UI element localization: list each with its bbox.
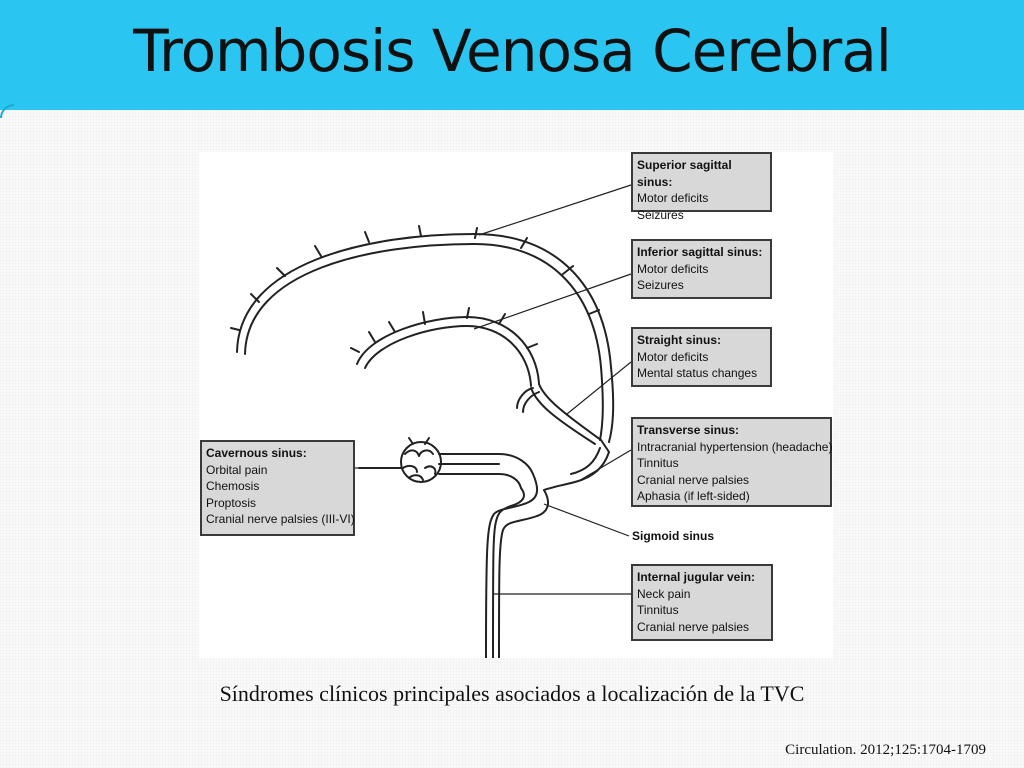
leader-straight	[567, 362, 631, 414]
box-line: Cranial nerve palsies (III-VI)	[206, 512, 355, 526]
vein-of-galen	[517, 388, 539, 412]
box-line: Cranial nerve palsies	[637, 619, 750, 634]
sigmoid-sinus-label: Sigmoid sinus	[632, 529, 715, 543]
box-cavernous-sinus	[200, 440, 355, 536]
box-line: Mental status changes	[637, 366, 758, 380]
petrosal-channel-bottom	[439, 474, 521, 488]
box-line: Cranial nerve palsies	[637, 472, 750, 487]
box-line: Tinnitus	[637, 456, 679, 470]
box-line: Proptosis	[206, 495, 257, 510]
box-inferior-sagittal-sinus	[631, 239, 772, 299]
box-line: Motor deficits	[637, 349, 709, 364]
box-line: Neck pain	[637, 586, 691, 601]
box-title: Superior sagittal sinus:	[637, 158, 732, 189]
box-line: Motor deficits	[637, 191, 709, 205]
box-line: Intracranial hypertension (headache)	[637, 439, 833, 454]
sigmoid-sinus-outer	[499, 490, 548, 658]
box-title: Transverse sinus:	[637, 423, 740, 437]
transverse-sinus	[544, 452, 609, 490]
sigmoid-sinus-inner	[493, 488, 524, 658]
leader-sigmoid	[544, 504, 629, 536]
box-title: Cavernous sinus:	[206, 446, 307, 460]
straight-sinus	[539, 384, 609, 452]
citation: Circulation. 2012;125:1704-1709	[785, 742, 986, 758]
leader-transverse	[577, 450, 631, 482]
box-line: Seizures	[637, 278, 684, 292]
box-line: Orbital pain	[206, 462, 268, 477]
box-title: Internal jugular vein:	[637, 570, 756, 584]
box-superior-sagittal-sinus	[631, 152, 772, 222]
box-line: Aphasia (if left-sided)	[637, 489, 750, 503]
venous-sinus-diagram	[199, 152, 833, 658]
box-internal-jugular-vein	[631, 564, 773, 641]
box-line: Seizures	[637, 207, 684, 222]
transverse-sinus-inner	[571, 448, 600, 474]
superior-sagittal-sinus	[237, 234, 613, 442]
box-title: Inferior sagittal sinus:	[637, 245, 763, 259]
box-transverse-sinus	[631, 417, 832, 507]
box-line: Chemosis	[206, 479, 260, 493]
box-line: Motor deficits	[637, 261, 709, 276]
box-line: Tinnitus	[637, 603, 679, 617]
superior-tributary	[231, 226, 599, 330]
leader-inferior	[474, 274, 631, 329]
straight-sinus-inner	[531, 388, 595, 444]
box-straight-sinus	[631, 327, 772, 387]
figure-caption: Síndromes clínicos principales asociados a localización de la TVC	[219, 681, 805, 706]
leader-superior	[479, 185, 631, 235]
box-title: Straight sinus:	[637, 333, 722, 347]
slide-title: Trombosis Venosa Cerebral	[133, 17, 891, 85]
